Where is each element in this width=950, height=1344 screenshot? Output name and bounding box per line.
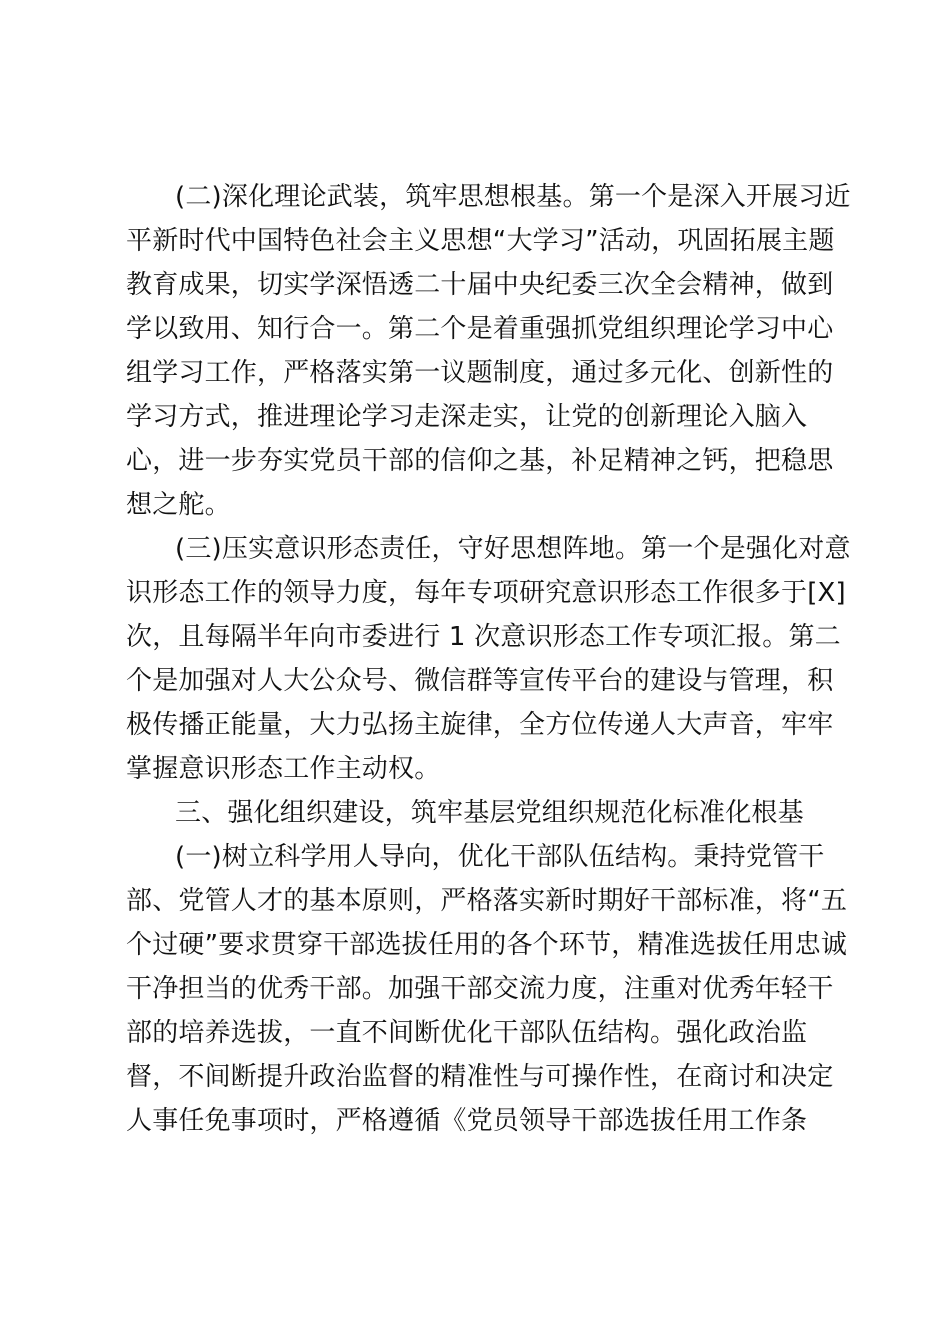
paragraph-2-line-6: 学习方式，推进理论学习走深走实，让党的创新理论入脑入 xyxy=(126,402,808,432)
paragraph-3-line-6: 掌握意识形态工作主动权。 xyxy=(126,754,441,784)
paragraph-1-line-4: 干净担当的优秀干部。加强干部交流力度，注重对优秀年轻干 xyxy=(126,974,834,1004)
paragraph-3-line-4: 个是加强对人大公众号、微信群等宣传平台的建设与管理，积 xyxy=(126,666,834,696)
document-body xyxy=(126,175,851,1143)
paragraph-1-line-5: 部的培养选拔，一直不间断优化干部队伍结构。强化政治监 xyxy=(126,1018,808,1048)
paragraph-3-line-1: (三)压实意识形态责任，守好思想阵地。第一个是强化对意 xyxy=(175,534,851,564)
paragraph-2-line-2: 平新时代中国特色社会主义思想“大学习”活动，巩固拓展主题 xyxy=(126,226,835,256)
paragraph-2-line-5: 组学习工作，严格落实第一议题制度，通过多元化、创新性的 xyxy=(126,358,834,388)
paragraph-2-line-1: (二)深化理论武装，筑牢思想根基。第一个是深入开展习近 xyxy=(175,182,851,212)
paragraph-2-line-4: 学以致用、知行合一。第二个是着重强抓党组织理论学习中心 xyxy=(126,314,834,344)
paragraph-3-line-5: 极传播正能量，大力弘扬主旋律，全方位传递人大声音，牢牢 xyxy=(126,710,834,740)
paragraph-2-line-8: 想之舵。 xyxy=(126,490,231,520)
paragraph-2-line-3: 教育成果，切实学深悟透二十届中央纪委三次全会精神，做到 xyxy=(126,270,834,300)
paragraph-2-line-7: 心，进一步夯实党员干部的信仰之基，补足精神之钙，把稳思 xyxy=(126,446,834,476)
paragraph-1-line-2: 部、党管人才的基本原则，严格落实新时期好干部标准，将“五 xyxy=(126,886,848,916)
paragraph-1-line-7: 人事任免事项时，严格遵循《党员领导干部选拔任用工作条 xyxy=(126,1106,808,1136)
paragraph-1-line-1: (一)树立科学用人导向，优化干部队伍结构。秉持党管干 xyxy=(175,842,825,872)
paragraph-3-line-2: 识形态工作的领导力度，每年专项研究意识形态工作很多于[X] xyxy=(126,578,846,608)
section-heading: 三、强化组织建设，筑牢基层党组织规范化标准化根基 xyxy=(175,798,804,828)
paragraph-3-line-3: 次，且每隔半年向市委进行 1 次意识形态工作专项汇报。第二 xyxy=(126,622,841,652)
paragraph-1-line-3: 个过硬”要求贯穿干部选拔任用的各个环节，精准选拔任用忠诚 xyxy=(126,930,848,960)
paragraph-1-line-6: 督，不间断提升政治监督的精准性与可操作性，在商讨和决定 xyxy=(126,1062,834,1092)
